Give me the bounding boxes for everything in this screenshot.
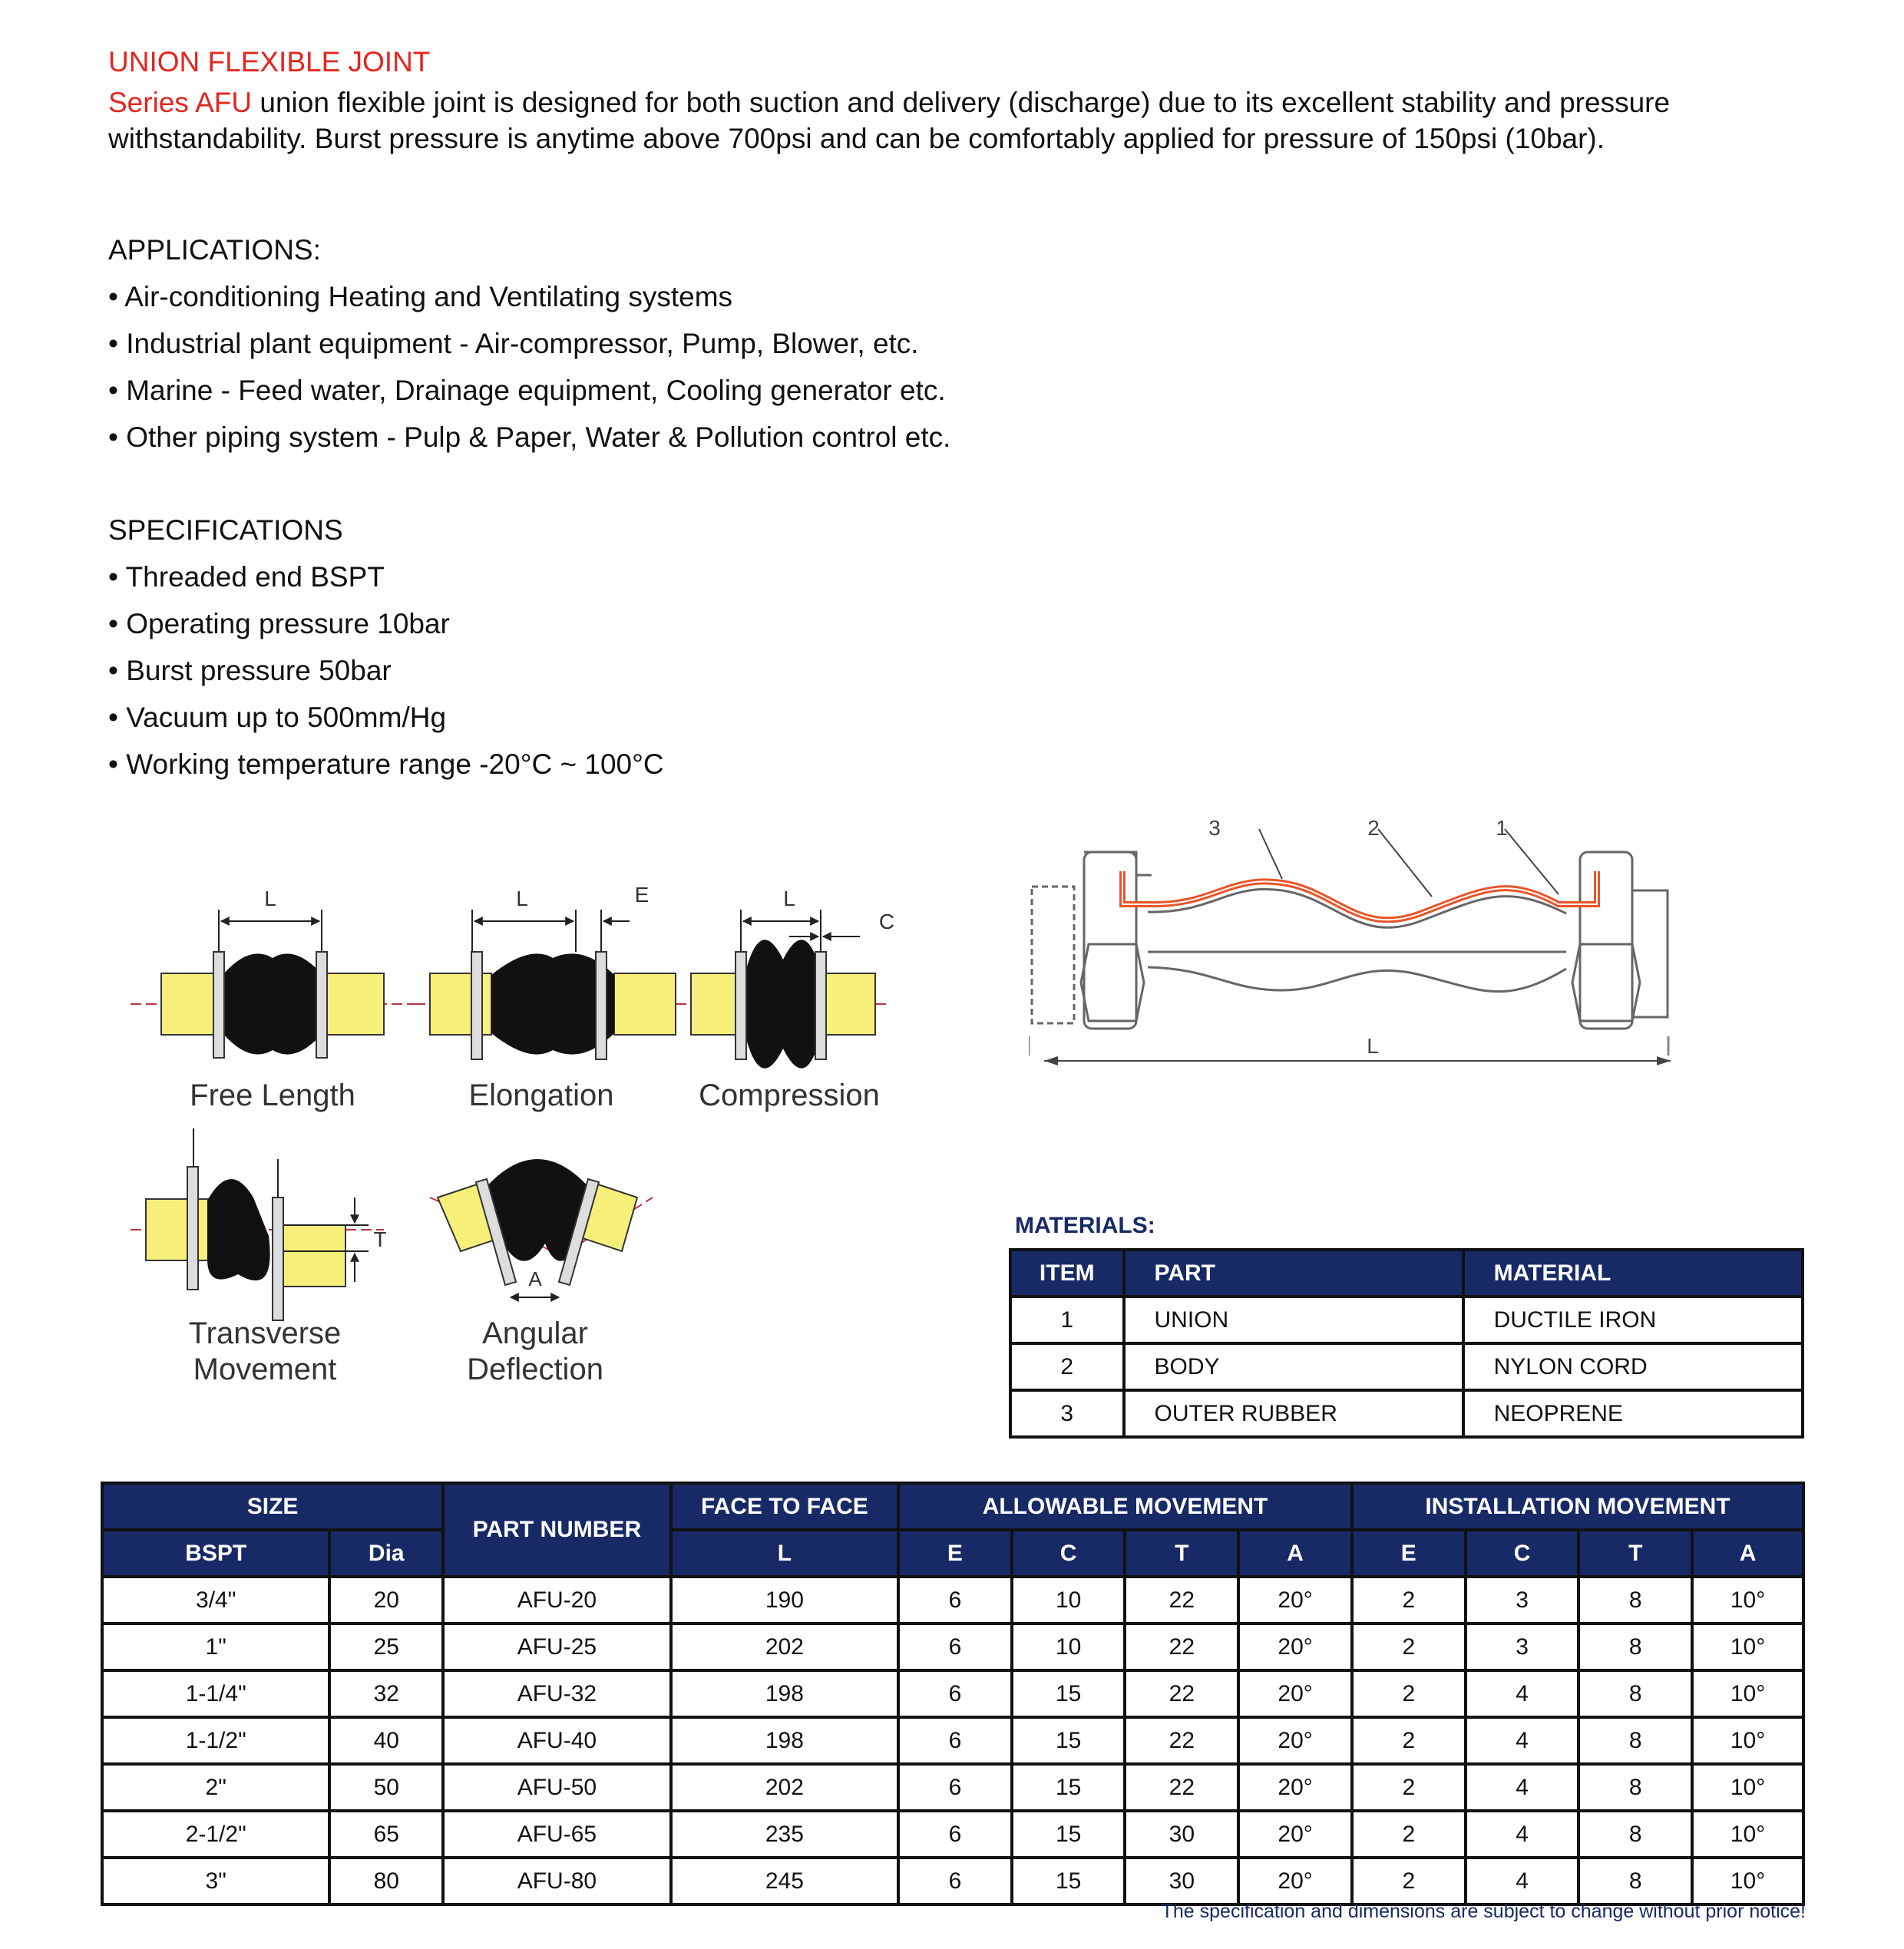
dim-label-t: T — [373, 1227, 387, 1251]
disclaimer-notice: The specification and dimensions are subject to change without prior notice! — [1161, 1901, 1806, 1922]
table-cell: 8 — [1578, 1577, 1692, 1624]
table-cell: NYLON CORD — [1463, 1343, 1803, 1390]
materials-col-header: ITEM — [1010, 1250, 1124, 1297]
materials-table — [1009, 1248, 1804, 1439]
joint-cross-section — [1029, 806, 1704, 1098]
table-cell: 6 — [898, 1811, 1012, 1858]
table-cell: 80 — [329, 1858, 443, 1904]
table-cell: 65 — [329, 1811, 443, 1858]
sub-header: A — [1238, 1530, 1352, 1577]
sub-header: L — [671, 1530, 898, 1577]
table-cell: 202 — [671, 1624, 898, 1670]
table-row — [102, 1670, 1803, 1717]
svg-text:L: L — [516, 887, 528, 910]
table-cell: 20° — [1238, 1577, 1352, 1624]
table-cell: 4 — [1466, 1764, 1579, 1811]
table-cell: 2 — [1352, 1670, 1466, 1717]
table-cell: OUTER RUBBER — [1124, 1390, 1463, 1437]
sub-header: T — [1578, 1530, 1692, 1577]
table-cell: 3" — [102, 1858, 329, 1904]
callout-1: 1 — [1496, 816, 1508, 840]
table-cell: UNION — [1124, 1297, 1463, 1343]
table-cell: 6 — [898, 1670, 1012, 1717]
specification-item: • Operating pressure 10bar — [108, 608, 450, 639]
sub-header: T — [1125, 1530, 1238, 1577]
caption-free-length: Free Length — [190, 1079, 355, 1112]
sub-header: C — [1012, 1530, 1126, 1577]
table-cell: 2-1/2" — [102, 1811, 329, 1858]
sub-header: Dia — [329, 1530, 443, 1577]
table-cell: 20° — [1238, 1764, 1352, 1811]
table-cell: 198 — [671, 1670, 898, 1717]
table-cell: 202 — [671, 1764, 898, 1811]
caption-angular: Angular — [482, 1316, 588, 1350]
intro-paragraph — [108, 84, 1797, 157]
table-cell: 6 — [898, 1717, 1012, 1764]
table-cell: 245 — [671, 1858, 898, 1904]
table-cell: 22 — [1125, 1624, 1238, 1670]
caption-elongation: Elongation — [468, 1079, 614, 1112]
table-cell: 2 — [1352, 1577, 1466, 1624]
sub-header: A — [1692, 1530, 1803, 1577]
table-cell: DUCTILE IRON — [1463, 1297, 1803, 1343]
table-cell: 10° — [1692, 1670, 1803, 1717]
applications-heading: APPLICATIONS: — [108, 234, 321, 266]
header-allowable-movement: ALLOWABLE MOVEMENT — [898, 1483, 1352, 1530]
svg-text:Deflection: Deflection — [467, 1353, 603, 1386]
table-cell: 2 — [1352, 1717, 1466, 1764]
table-cell: AFU-40 — [443, 1717, 671, 1764]
dimensions-table — [101, 1482, 1805, 1906]
table-cell: 4 — [1466, 1858, 1579, 1904]
dim-label-l: L — [264, 887, 276, 910]
table-cell: 8 — [1578, 1717, 1692, 1764]
table-row — [102, 1811, 1803, 1858]
table-cell: 2 — [1352, 1811, 1466, 1858]
header-installation-movement: INSTALLATION MOVEMENT — [1352, 1483, 1803, 1530]
table-row — [1010, 1390, 1803, 1437]
free-length-diagram — [131, 887, 415, 1112]
caption-transverse: Transverse — [188, 1316, 342, 1350]
table-cell: 10 — [1012, 1624, 1126, 1670]
table-cell: 2" — [102, 1764, 329, 1811]
table-cell: 20° — [1238, 1858, 1352, 1904]
table-cell: 4 — [1466, 1717, 1579, 1764]
table-cell: 198 — [671, 1717, 898, 1764]
table-cell: 10° — [1692, 1624, 1803, 1670]
specification-item: • Vacuum up to 500mm/Hg — [108, 702, 447, 733]
materials-label: MATERIALS: — [1015, 1213, 1155, 1238]
table-row — [102, 1764, 1803, 1811]
specification-item: • Burst pressure 50bar — [108, 655, 392, 686]
table-cell: 22 — [1125, 1717, 1238, 1764]
series-label: Series AFU — [108, 87, 253, 118]
table-cell: AFU-32 — [443, 1670, 671, 1717]
table-row — [1010, 1297, 1803, 1343]
table-cell: 1 — [1010, 1297, 1124, 1343]
dim-label-a: A — [528, 1267, 542, 1290]
sub-header: C — [1466, 1530, 1579, 1577]
dim-label-e: E — [634, 883, 650, 907]
table-cell: 40 — [329, 1717, 443, 1764]
header-part-number: PART NUMBER — [443, 1483, 671, 1577]
table-cell: 30 — [1125, 1858, 1238, 1904]
table-cell: 15 — [1012, 1858, 1126, 1904]
table-row — [102, 1858, 1803, 1904]
table-cell: 10° — [1692, 1717, 1803, 1764]
table-cell: 20° — [1238, 1811, 1352, 1858]
materials-header-row — [1010, 1250, 1803, 1297]
table-cell: 10° — [1692, 1811, 1803, 1858]
page-title: UNION FLEXIBLE JOINT — [108, 46, 431, 78]
table-cell: 3 — [1010, 1390, 1124, 1437]
table-cell: 15 — [1012, 1811, 1126, 1858]
table-cell: 30 — [1125, 1811, 1238, 1858]
table-cell: AFU-20 — [443, 1577, 671, 1624]
table-cell: 190 — [671, 1577, 898, 1624]
application-item: • Industrial plant equipment - Air-compressor, Pump, Blower, etc. — [108, 328, 919, 359]
callout-2: 2 — [1367, 816, 1380, 840]
table-row — [1010, 1343, 1803, 1390]
table-cell: 4 — [1466, 1811, 1579, 1858]
table-cell: 6 — [898, 1624, 1012, 1670]
table-cell: 3 — [1466, 1577, 1579, 1624]
caption-compression: Compression — [699, 1079, 880, 1112]
dimensions-body — [102, 1577, 1803, 1904]
header-size: SIZE — [102, 1483, 443, 1530]
table-cell: 2 — [1352, 1764, 1466, 1811]
table-cell: 8 — [1578, 1858, 1692, 1904]
table-cell: 1-1/4" — [102, 1670, 329, 1717]
table-cell: 22 — [1125, 1670, 1238, 1717]
table-cell: 6 — [898, 1577, 1012, 1624]
sub-header: E — [898, 1530, 1012, 1577]
dimensions-sub-header-row — [102, 1530, 1803, 1577]
angular-diagram — [430, 1159, 653, 1386]
table-cell: 20° — [1238, 1670, 1352, 1717]
svg-text:L: L — [783, 887, 795, 910]
table-cell: NEOPRENE — [1463, 1390, 1803, 1437]
dim-label-c: C — [878, 910, 895, 933]
table-row — [102, 1624, 1803, 1670]
application-item: • Air-conditioning Heating and Ventilating systems — [108, 281, 733, 312]
table-cell: 10° — [1692, 1764, 1803, 1811]
table-cell: 2 — [1352, 1624, 1466, 1670]
table-cell: AFU-25 — [443, 1624, 671, 1670]
compression-diagram — [691, 887, 894, 1112]
table-cell: 50 — [329, 1764, 443, 1811]
specifications-heading: SPECIFICATIONS — [108, 514, 343, 546]
intro-description: union flexible joint is designed for both suction and delivery (discharge) due to its excellent stability and pressure withstandability. Burst pressure is anytime above 700psi and can be comfortably applied for pressure of 150psi (10bar). — [108, 87, 1671, 154]
table-cell: AFU-65 — [443, 1811, 671, 1858]
table-cell: 8 — [1578, 1811, 1692, 1858]
table-cell: 20° — [1238, 1717, 1352, 1764]
table-cell: 20° — [1238, 1624, 1352, 1670]
specification-item: • Threaded end BSPT — [108, 561, 385, 593]
table-cell: AFU-80 — [443, 1858, 671, 1904]
table-cell: 4 — [1466, 1670, 1579, 1717]
table-cell: 8 — [1578, 1764, 1692, 1811]
table-cell: 22 — [1125, 1764, 1238, 1811]
table-cell: 2 — [1010, 1343, 1124, 1390]
table-cell: 8 — [1578, 1624, 1692, 1670]
materials-col-header: MATERIAL — [1463, 1250, 1803, 1297]
table-cell: 25 — [329, 1624, 443, 1670]
table-cell: 22 — [1125, 1577, 1238, 1624]
movement-diagrams — [123, 867, 921, 1397]
sub-header: BSPT — [102, 1530, 329, 1577]
table-cell: 20 — [329, 1577, 443, 1624]
table-cell: 10 — [1012, 1577, 1126, 1624]
table-cell: 3 — [1466, 1624, 1579, 1670]
table-cell: 10° — [1692, 1577, 1803, 1624]
transverse-diagram — [131, 1128, 387, 1386]
sub-header: E — [1352, 1530, 1466, 1577]
table-cell: 15 — [1012, 1717, 1126, 1764]
dimensions-group-header-row — [102, 1483, 1803, 1530]
table-cell: 10° — [1692, 1858, 1803, 1904]
svg-text:Movement: Movement — [193, 1353, 337, 1386]
table-cell: 32 — [329, 1670, 443, 1717]
table-cell: 15 — [1012, 1670, 1126, 1717]
table-cell: 8 — [1578, 1670, 1692, 1717]
specification-item: • Working temperature range -20°C ~ 100°C — [108, 748, 664, 780]
table-cell: 2 — [1352, 1858, 1466, 1904]
callout-3: 3 — [1208, 816, 1221, 840]
application-item: • Marine - Feed water, Drainage equipment, Cooling generator etc. — [108, 375, 946, 406]
dim-label-l-joint: L — [1367, 1034, 1379, 1058]
table-row — [102, 1717, 1803, 1764]
table-cell: 6 — [898, 1764, 1012, 1811]
table-cell: 1" — [102, 1624, 329, 1670]
table-cell: 6 — [898, 1858, 1012, 1904]
table-cell: 15 — [1012, 1764, 1126, 1811]
elongation-diagram — [415, 883, 691, 1112]
table-cell: 1-1/2" — [102, 1717, 329, 1764]
table-cell: BODY — [1124, 1343, 1463, 1390]
application-item: • Other piping system - Pulp & Paper, Water & Pollution control etc. — [108, 421, 951, 453]
table-cell: AFU-50 — [443, 1764, 671, 1811]
table-row — [102, 1577, 1803, 1624]
table-cell: 3/4" — [102, 1577, 329, 1624]
header-face-to-face: FACE TO FACE — [671, 1483, 898, 1530]
table-cell: 235 — [671, 1811, 898, 1858]
materials-col-header: PART — [1124, 1250, 1463, 1297]
